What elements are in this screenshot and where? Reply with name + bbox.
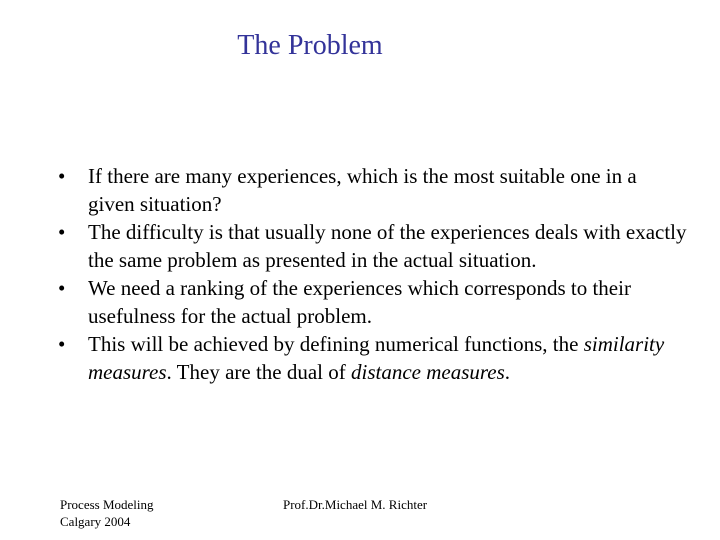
bullet-text: We need a ranking of the experiences which corresponds to their usefulness for the actual problem. <box>88 276 631 328</box>
slide-title: The Problem <box>237 30 383 61</box>
bullet-text-emphasis: similarity measures <box>88 332 665 384</box>
footer-location-year: Calgary 2004 <box>60 514 131 529</box>
bullet-dot-icon: • <box>58 276 66 300</box>
bullet-list <box>58 162 688 386</box>
bullet-text: This will be achieved by defining numerical functions, the <box>88 332 584 356</box>
bullet-text-emphasis: distance measures <box>351 360 505 384</box>
footer-course-name: Process Modeling <box>60 497 154 512</box>
footer-author: Prof.Dr.Michael M. Richter <box>283 497 428 512</box>
bullet-item <box>58 274 688 330</box>
bullet-text: If there are many experiences, which is the most suitable one in a given situation? <box>88 164 637 216</box>
bullet-text: The difficulty is that usually none of the experiences deals with exactly the same problem as presented in the actual situation. <box>88 220 687 272</box>
bullet-item <box>58 218 688 274</box>
bullet-item <box>58 330 688 386</box>
bullet-dot-icon: • <box>58 332 66 356</box>
bullet-text: . They are the dual of <box>166 360 352 384</box>
bullet-item <box>58 162 688 218</box>
bullet-dot-icon: • <box>58 220 66 244</box>
footer-course <box>60 496 154 530</box>
bullet-text: . <box>504 360 511 384</box>
bullet-dot-icon: • <box>58 164 66 188</box>
